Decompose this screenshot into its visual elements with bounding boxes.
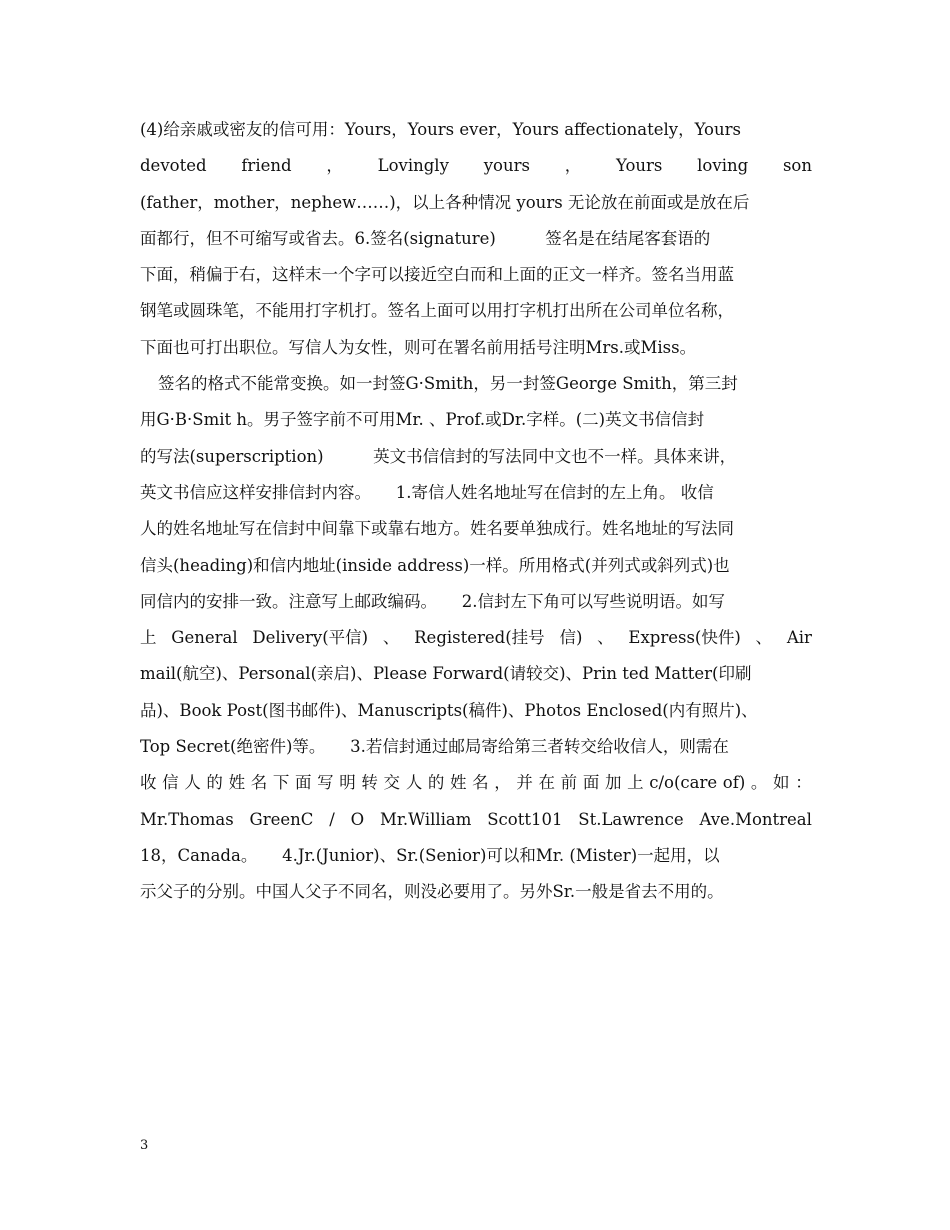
word: 、 — [597, 628, 614, 648]
text-line: 钢笔或圆珠笔，不能用打字机打。签名上面可以用打字机打出所在公司单位名称， — [140, 301, 734, 321]
text-line-justified — [140, 765, 812, 801]
text-line: (father，mother，nephew……)，以上各种情况 yours 无论放在前面或是放在后 — [140, 192, 750, 212]
text-line: Top Secret(绝密件)等。 3.若信封通过邮局寄给第三者转交给收信人，则需在 — [140, 737, 729, 757]
text-line-justified — [140, 802, 812, 838]
word: Air — [786, 628, 812, 648]
word: 信 — [162, 773, 179, 793]
text-line-justified — [140, 620, 812, 656]
word: ， — [494, 773, 511, 793]
word: Lovingly — [377, 156, 449, 176]
word: 上 — [627, 773, 644, 793]
word: 上 — [140, 628, 157, 648]
word: Scott101 — [487, 809, 563, 829]
word: ， — [564, 156, 582, 176]
word: 姓 — [449, 773, 467, 793]
word: / — [329, 809, 335, 829]
word: 交 — [383, 773, 401, 793]
word: O — [350, 809, 365, 829]
word: 在 — [538, 773, 556, 793]
word: 收 — [140, 773, 157, 793]
word: 前 — [560, 773, 578, 793]
word: son — [782, 156, 812, 176]
text-line: 面都行，但不可缩写或省去。6.签名(signature) 签名是在结尾客套语的 — [140, 228, 711, 248]
word: GreenC — [249, 809, 314, 829]
word: 并 — [516, 773, 533, 793]
word: 明 — [339, 773, 356, 793]
word: Mr.William — [379, 809, 472, 829]
word: 、 — [382, 628, 400, 648]
word: 面 — [582, 773, 600, 793]
text-line: 人的姓名地址写在信封中间靠下或靠右地方。姓名要单独成行。姓名地址的写法同 — [140, 519, 734, 539]
text-line: 下面也可打出职位。写信人为女性，则可在署名前用括号注明Mrs.或Miss。 — [140, 337, 697, 357]
word: 名 — [472, 773, 489, 793]
word: 人 — [184, 773, 201, 793]
text-line: 下面，稍偏于右，这样末一个字可以接近空白而和上面的正文一样齐。签名当用蓝 — [140, 265, 734, 285]
word: ， — [326, 156, 343, 176]
word: 信) — [559, 628, 583, 648]
word: 的 — [427, 773, 445, 793]
text-line: mail(航空)、Personal(亲启)、Please Forward(请较交)、Prin ted Matter(印刷 — [140, 664, 752, 684]
word: of) — [722, 773, 746, 793]
word: c/o(care — [649, 773, 718, 793]
word: 名 — [250, 773, 268, 793]
word: 写 — [317, 773, 334, 793]
text-line: (4)给亲戚或密友的信可用：Yours，Yours ever，Yours affectionately，Yours — [140, 120, 741, 139]
word: Delivery(平信) — [252, 628, 369, 648]
word: Registered(挂号 — [414, 628, 545, 648]
text-line: 用G·B·Smit h。男子签字前不可用Mr. 、Prof.或Dr.字样。(二)英文书信信封 — [140, 410, 705, 430]
text-line: 的写法(superscription) 英文书信信封的写法同中文也不一样。具体来讲， — [140, 446, 737, 466]
word: 转 — [361, 773, 378, 793]
word: 姓 — [228, 773, 246, 793]
word: Express(快件) — [628, 628, 741, 648]
text-line: 品)、Book Post(图书邮件)、Manuscripts(稿件)、Photos Enclosed(内有照片)、 — [140, 700, 758, 720]
word: 下 — [272, 773, 290, 793]
text-line: 英文书信应这样安排信封内容。 1.寄信人姓名地址写在信封的左上角。 收信 — [140, 482, 714, 502]
word: 、 — [755, 628, 773, 648]
word: Ave.Montreal — [699, 809, 812, 829]
word: 。 — [750, 773, 768, 793]
word: Yours — [616, 156, 663, 176]
word: friend — [241, 156, 292, 176]
word: loving — [697, 156, 749, 176]
word: General — [171, 628, 238, 648]
word: Mr.Thomas — [140, 809, 234, 829]
text-line: 18，Canada。 4.Jr.(Junior)、Sr.(Senior)可以和Mr. (Mister)一起用，以 — [140, 845, 720, 865]
page-number: 3 — [140, 1138, 149, 1153]
word: devoted — [140, 156, 207, 176]
word: 人 — [405, 773, 423, 793]
word: 加 — [604, 773, 622, 793]
document-body — [140, 112, 812, 911]
text-line-justified — [140, 148, 812, 184]
word: St.Lawrence — [578, 809, 684, 829]
text-line: 信头(heading)和信内地址(inside address)一样。所用格式(并列式或斜列式)也 — [140, 555, 730, 575]
word: ： — [795, 773, 812, 793]
word: yours — [483, 156, 530, 176]
text-line: 同信内的安排一致。注意写上邮政编码。 2.信封左下角可以写些说明语。如写 — [140, 591, 725, 611]
word: 如 — [773, 773, 790, 793]
text-line: 示父子的分别。中国人父子不同名，则没必要用了。另外Sr.一般是省去不用的。 — [140, 882, 724, 902]
word: 面 — [294, 773, 312, 793]
word: 的 — [206, 773, 223, 793]
text-line: 签名的格式不能常变换。如一封签G·Smith，另一封签George Smith，第三封 — [158, 374, 738, 394]
